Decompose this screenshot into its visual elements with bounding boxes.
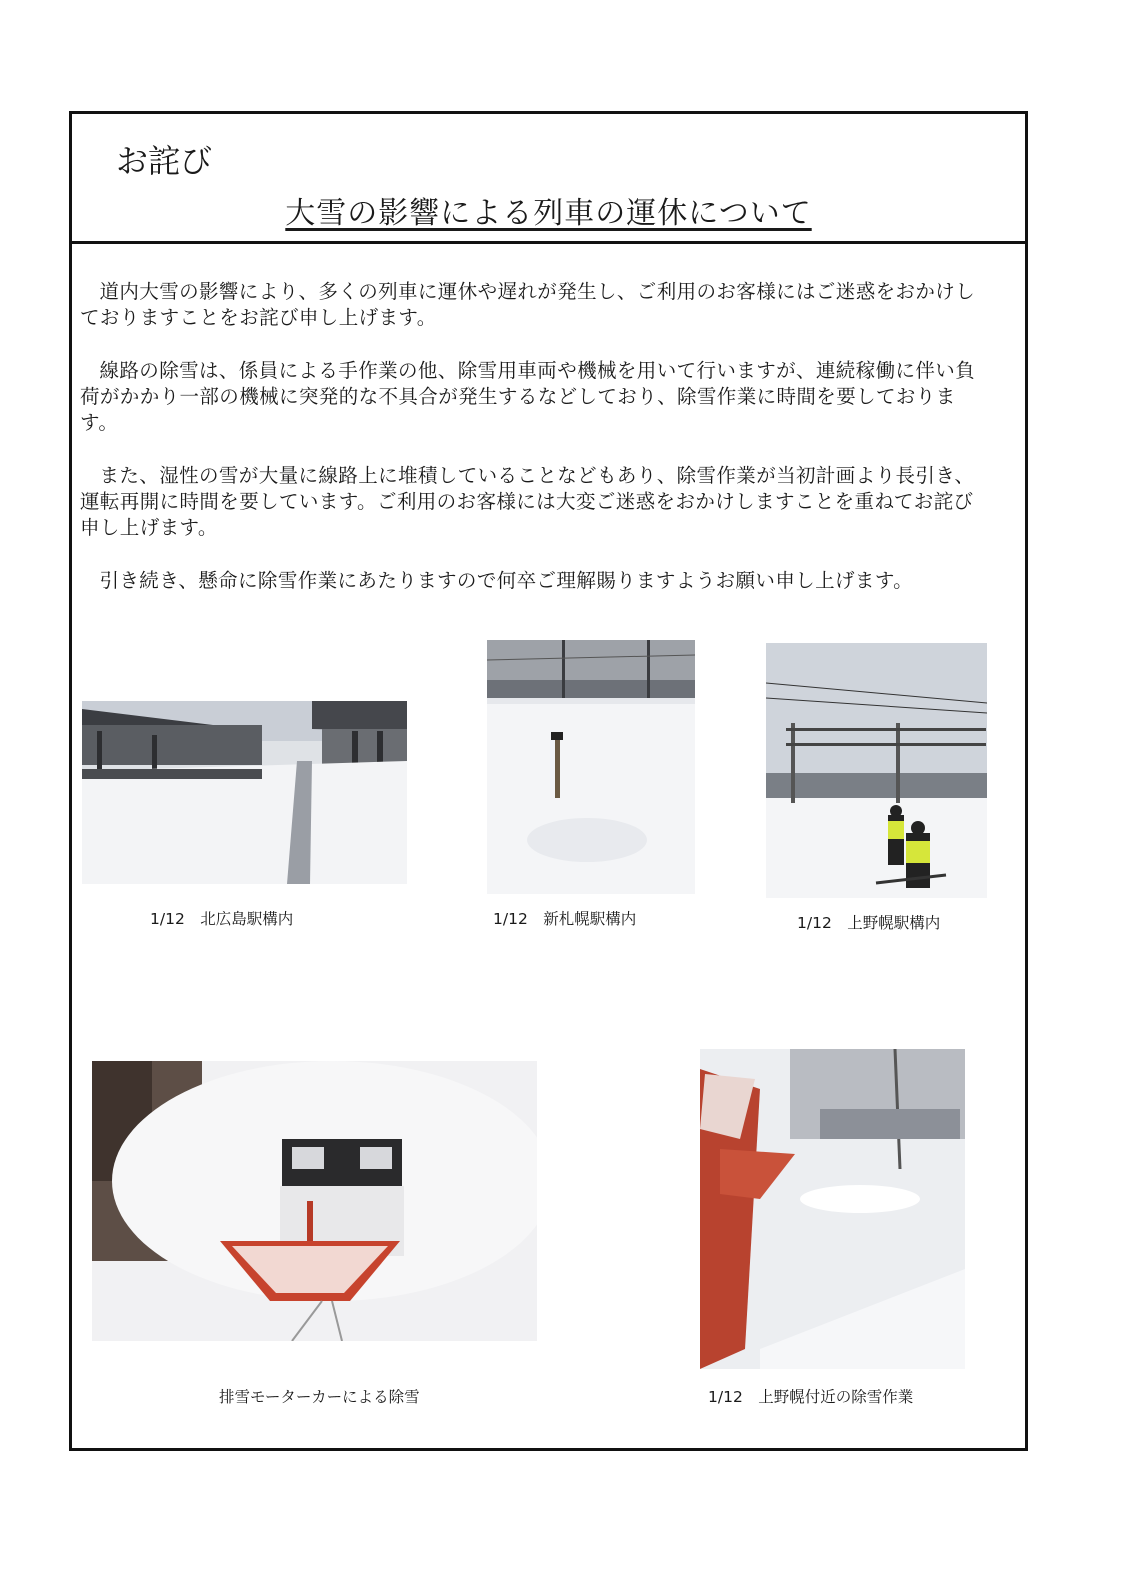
notice-header [72, 114, 1025, 244]
apology-heading: お詫び [116, 142, 213, 180]
paragraph-4: 引き続き、懸命に除雪作業にあたりますので何卒ご理解賜りますようお願い申し上げます。 [99, 569, 914, 592]
photo-shin-sapporo-station [487, 640, 695, 894]
photo-kami-nopporo-area [700, 1049, 965, 1369]
caption-photo-1: 1/12 北広島駅構内 [150, 910, 294, 928]
paragraph-3: また、湿性の雪が大量に線路上に堆積していることなどもあり、除雪作業が当初計画より長引き、運転再開に時間を要しています。ご利用のお客様には大変ご迷惑をおかけしますことを重ねてお詫び申し上げます。 [80, 464, 975, 539]
notice-body [80, 279, 986, 621]
photo-kitahiroshima-station [82, 701, 407, 884]
caption-photo-2: 1/12 新札幌駅構内 [493, 910, 637, 928]
photo-kami-nopporo-station [766, 643, 987, 898]
paragraph-2: 線路の除雪は、係員による手作業の他、除雪用車両や機械を用いて行いますが、連続稼働に伴い負荷がかかり一部の機械に突発的な不具合が発生するなどしており、除雪作業に時間を要しております。 [80, 359, 976, 434]
caption-photo-5: 1/12 上野幌付近の除雪作業 [708, 1388, 914, 1406]
caption-photo-3: 1/12 上野幌駅構内 [797, 914, 941, 932]
caption-photo-4: 排雪モーターカーによる除雪 [219, 1388, 420, 1406]
paragraph-1: 道内大雪の影響により、多くの列車に運休や遅れが発生し、ご利用のお客様にはご迷惑をおかけしておりますことをお詫び申し上げます。 [80, 280, 976, 329]
notice-title: 大雪の影響による列車の運休について [285, 196, 812, 231]
photo-snow-removal-motor-car [92, 1061, 537, 1341]
